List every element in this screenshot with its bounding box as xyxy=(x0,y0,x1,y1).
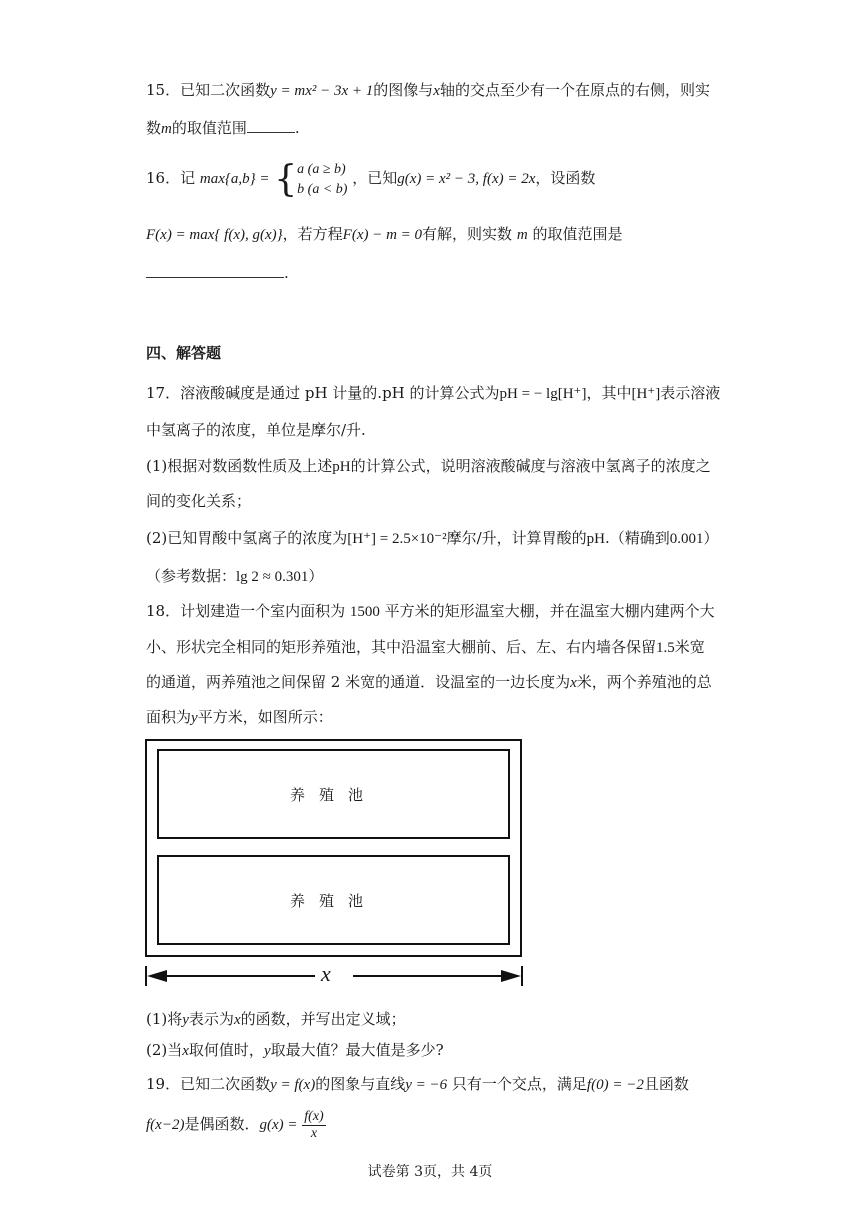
g-fraction: $\frac{f(x)}{x}$ xyxy=(304,1108,324,1141)
dimension-label: x xyxy=(321,961,331,986)
q17-line1: 17．溶液酸碱度是通过 pH 计量的.pH 的计算公式为pH = − lg[H⁺]，其中[H⁺]表示溶液 xyxy=(146,384,721,402)
answer-blank xyxy=(247,118,295,133)
q17-part2: (2)已知胃酸中氢离子的浓度为[H⁺] = 2.5×10⁻²摩尔/升，计算胃酸的pH.（精确到0.001） xyxy=(146,529,719,547)
pool-top: 养殖池 xyxy=(157,749,510,839)
section-heading: 四、解答题 xyxy=(146,344,222,362)
piecewise-brace: { a (a ≥ b) b (a < b) xyxy=(274,159,348,200)
q18-line2: 小、形状完全相同的矩形养殖池，其中沿温室大棚前、后、左、右内墙各保留1.5米宽 xyxy=(146,638,705,656)
q18-line1: 18．计划建造一个室内面积为 1500 平方米的矩形温室大棚，并在温室大棚内建两个大 xyxy=(146,602,715,620)
q18-part1: (1)将y表示为x的函数，并写出定义域； xyxy=(146,1010,406,1028)
q18-line4: 面积为y平方米，如图所示： xyxy=(146,708,333,726)
greenhouse-diagram xyxy=(145,739,522,957)
q19-line2: f(x−2)是偶函数．g(x) = $\frac{f(x)}{x}$ xyxy=(146,1108,324,1141)
q17-line2: 中氢离子的浓度，单位是摩尔/升. xyxy=(146,421,366,439)
page-footer: 试卷第 3页，共 4页 xyxy=(367,1164,493,1180)
q16-line1: 16．记 max{a,b} = { a (a ≥ b) b (a < b) ，已知g(x) = x² − 3, f(x) = 2x，设函数 xyxy=(146,159,596,200)
q15-line2: 数m的取值范围 . xyxy=(146,119,300,137)
q17-part1-line1: (1)根据对数函数性质及上述pH的计算公式，说明溶液酸碱度与溶液中氢离子的浓度之 xyxy=(146,457,711,475)
q16-line3: . xyxy=(146,262,289,284)
q17-reference: （参考数据：lg 2 ≈ 0.301） xyxy=(146,567,324,585)
pool-bottom: 养殖池 xyxy=(157,855,510,945)
q16-line2: F(x) = max{ f(x), g(x)}，若方程F(x) − m = 0有解，则实数 m 的取值范围是 xyxy=(146,225,623,243)
dimension-arrow xyxy=(145,964,523,988)
given-functions: g(x) = x² − 3, f(x) = 2x xyxy=(397,171,536,187)
q15-expression: y = mx² − 3x + 1 xyxy=(270,83,374,99)
q18-part2: (2)当x取何值时，y取最大值？最大值是多少? xyxy=(146,1041,444,1059)
q18-line3: 的通道，两养殖池之间保留 2 米宽的通道．设温室的一边长度为x米，两个养殖池的总 xyxy=(146,673,712,691)
q19-line1: 19．已知二次函数y = f(x)的图象与直线y = −6 只有一个交点，满足f(0) = −2且函数 xyxy=(146,1075,689,1093)
answer-blank xyxy=(146,263,284,278)
q15-line1: 15．已知二次函数y = mx² − 3x + 1的图像与x轴的交点至少有一个在原点的右侧，则实 xyxy=(146,81,710,99)
max-definition: max{a,b} = xyxy=(199,171,270,187)
q17-part1-line2: 间的变化关系； xyxy=(146,492,252,510)
